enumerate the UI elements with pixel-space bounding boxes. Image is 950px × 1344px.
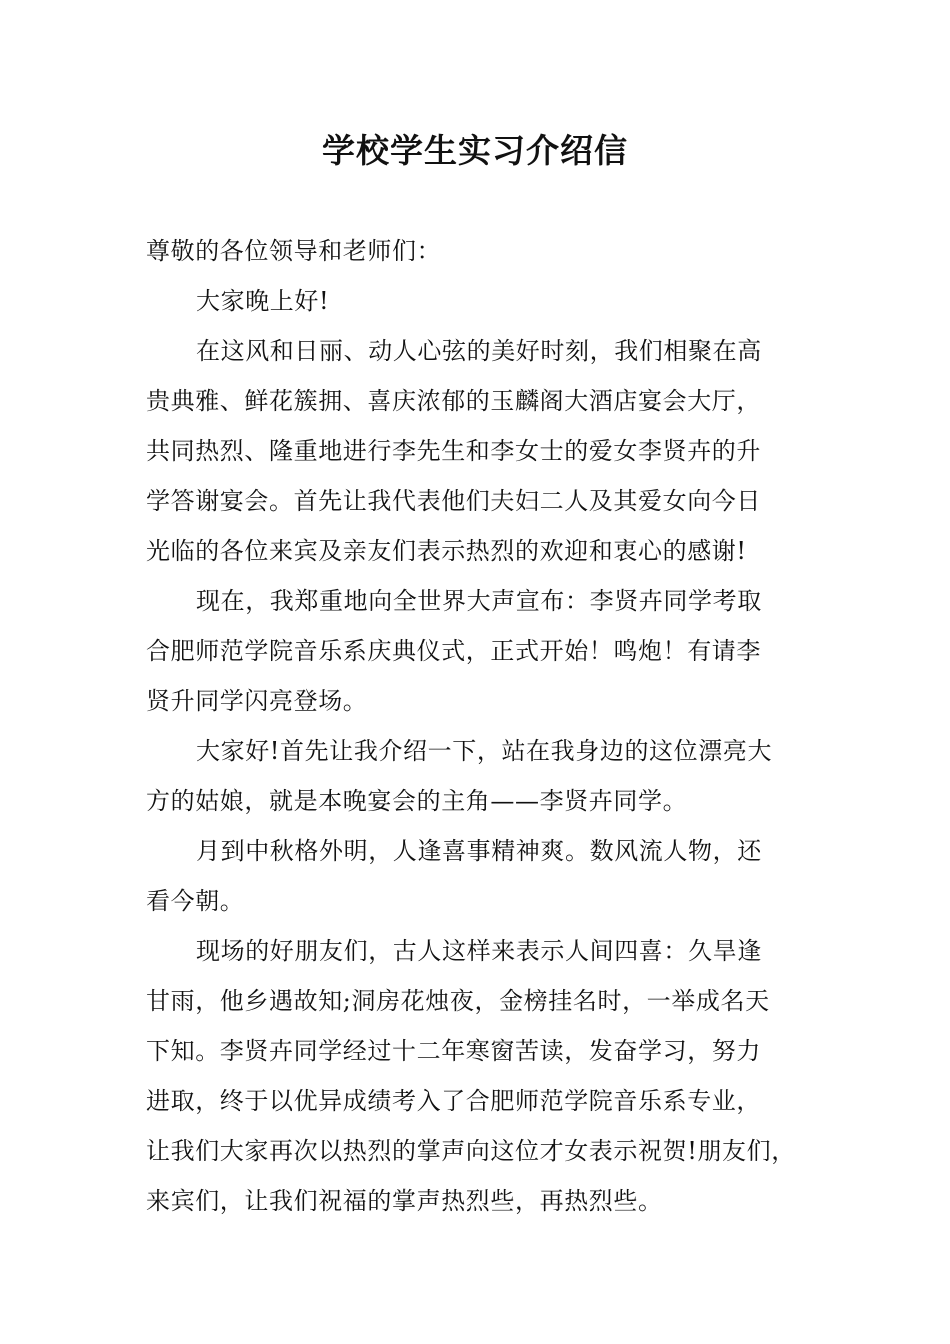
text-line: 月到中秋格外明，人逢喜事精神爽。数风流人物，还 [196, 837, 762, 865]
text-line: 学答谢宴会。首先让我代表他们夫妇二人及其爱女向今日 [146, 487, 761, 515]
text-line: 下知。李贤卉同学经过十二年寒窗苦读，发奋学习，努力 [146, 1037, 761, 1065]
text-line: 共同热烈、隆重地进行李先生和李女士的爱女李贤卉的升 [146, 437, 761, 465]
text-line: 在这风和日丽、动人心弦的美好时刻，我们相聚在高 [196, 337, 762, 365]
text-line: 光临的各位来宾及亲友们表示热烈的欢迎和衷心的感谢! [146, 537, 747, 565]
text-line: 大家好!首先让我介绍一下，站在我身边的这位漂亮大 [196, 737, 773, 765]
text-line: 贤升同学闪亮登场。 [146, 687, 368, 715]
text-line: 合肥师范学院音乐系庆典仪式，正式开始！鸣炮！有请李 [146, 637, 761, 665]
text-line: 进取，终于以优异成绩考入了合肥师范学院音乐系专业， [146, 1087, 761, 1115]
text-line: 看今朝。 [146, 887, 245, 915]
text-line: 现在，我郑重地向全世界大声宣布：李贤卉同学考取 [196, 587, 762, 615]
document-title: 学校学生实习介绍信 [322, 131, 628, 170]
text-line: 甘雨，他乡遇故知;洞房花烛夜，金榜挂名时，一举成名天 [146, 987, 770, 1015]
text-line: 让我们大家再次以热烈的掌声向这位才女表示祝贺!朋友们， [146, 1137, 796, 1165]
text-line: 现场的好朋友们，古人这样来表示人间四喜：久旱逢 [196, 937, 762, 965]
text-line: 方的姑娘，就是本晚宴会的主角——李贤卉同学。 [146, 787, 688, 815]
salutation-line: 尊敬的各位领导和老师们： [146, 237, 442, 265]
letter-body [146, 226, 806, 1226]
text-line: 来宾们，让我们祝福的掌声热烈些，再热烈些。 [146, 1187, 663, 1215]
text-line: 贵典雅、鲜花簇拥、喜庆浓郁的玉麟阁大酒店宴会大厅， [146, 387, 761, 415]
text-line: 大家晚上好! [196, 287, 330, 315]
